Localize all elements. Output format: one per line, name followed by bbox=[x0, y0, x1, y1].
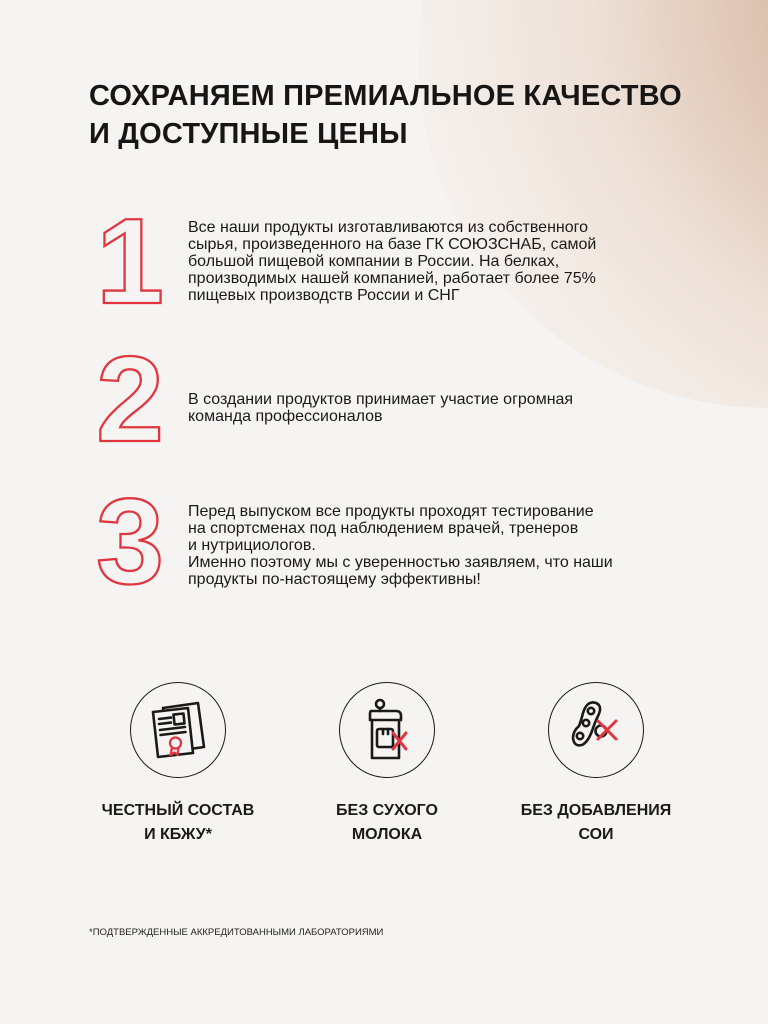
point-text bbox=[188, 503, 658, 588]
point-text-line: Перед выпуском все продукты проходят тестирование bbox=[188, 503, 594, 520]
numeral-glyph: 2 bbox=[96, 331, 164, 467]
point-text-line: и нутрициологов. bbox=[188, 537, 316, 554]
numeral-1 bbox=[80, 193, 180, 329]
badge-caption bbox=[297, 799, 477, 847]
point-text-line: производимых нашей компанией, работает более 75% bbox=[188, 270, 596, 287]
point-text-line: большой пищевой компании в России. На белках, bbox=[188, 253, 560, 270]
badge-caption-line: БЕЗ ДОБАВЛЕНИЯ bbox=[520, 802, 672, 819]
badge-caption-line: БЕЗ СУХОГО bbox=[336, 802, 438, 819]
point-text-line: команда профессионалов bbox=[188, 408, 383, 425]
soybean-crossed-icon bbox=[548, 682, 644, 778]
badge-caption-line: МОЛОКА bbox=[351, 826, 423, 843]
badge-honest-composition bbox=[88, 682, 268, 852]
numeral-glyph: 1 bbox=[96, 193, 164, 329]
badge-no-milk-powder bbox=[297, 682, 477, 852]
badge-caption-line: СОИ bbox=[578, 826, 614, 843]
badge-caption-line: И КБЖУ* bbox=[144, 826, 212, 843]
point-text-line: продукты по-настоящему эффективны! bbox=[188, 571, 481, 588]
point-text-line: на спортсменах под наблюдением врачей, тренеров bbox=[188, 520, 579, 537]
point-text-line: Все наши продукты изготавливаются из собственного bbox=[188, 219, 589, 236]
page-headline bbox=[89, 77, 729, 153]
point-text bbox=[188, 391, 658, 425]
point-text-line: пищевых производств России и СНГ bbox=[188, 287, 460, 304]
footnote: *ПОДТВЕРЖДЕННЫЕ АККРЕДИТОВАННЫМИ ЛАБОРАТОРИЯМИ bbox=[89, 927, 384, 938]
numeral-2 bbox=[80, 331, 180, 467]
point-text-line: Именно поэтому мы с уверенностью заявляем, что наши bbox=[188, 554, 613, 571]
numeral-3 bbox=[80, 473, 180, 609]
badge-no-soy bbox=[506, 682, 686, 852]
headline-line: И ДОСТУПНЫЕ ЦЕНЫ bbox=[89, 118, 408, 150]
certificate-document-icon bbox=[130, 682, 226, 778]
badge-caption bbox=[506, 799, 686, 847]
point-text bbox=[188, 219, 658, 304]
headline-line: СОХРАНЯЕМ ПРЕМИАЛЬНОЕ КАЧЕСТВО bbox=[89, 80, 682, 112]
point-text-line: сырья, произведенного на базе ГК СОЮЗСНАБ, самой bbox=[188, 236, 597, 253]
badge-caption bbox=[88, 799, 268, 847]
milk-powder-can-crossed-icon bbox=[339, 682, 435, 778]
background-gradient-circle bbox=[418, 0, 768, 408]
point-text-line: В создании продуктов принимает участие огромная bbox=[188, 391, 574, 408]
badge-caption-line: ЧЕСТНЫЙ СОСТАВ bbox=[101, 802, 255, 819]
numeral-glyph: 3 bbox=[96, 473, 164, 609]
